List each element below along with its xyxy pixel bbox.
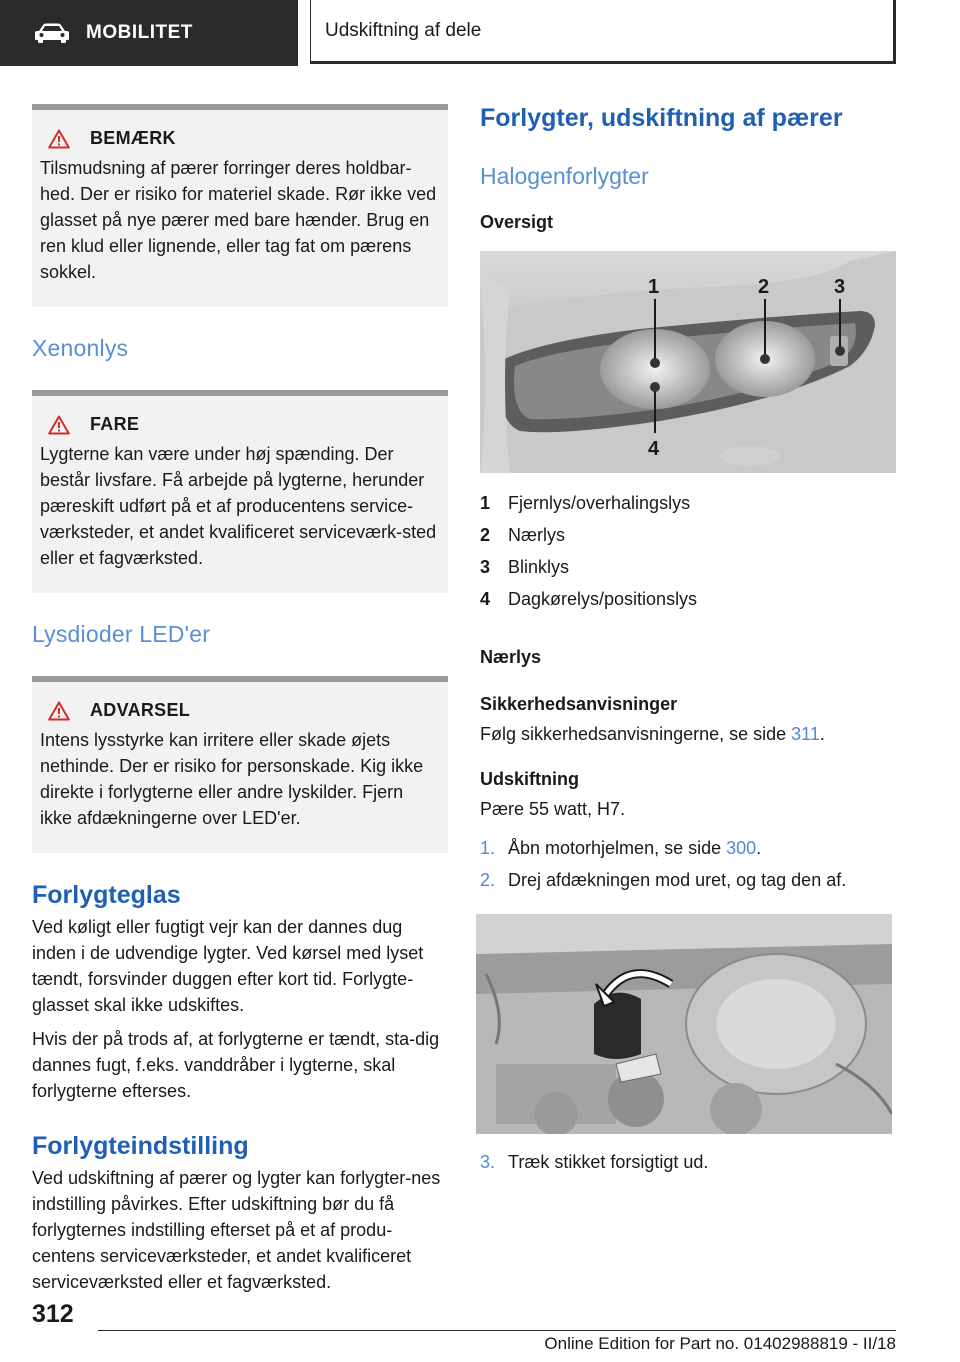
steps-list-continued bbox=[480, 1146, 896, 1178]
replace-paragraph: Pære 55 watt, H7. bbox=[480, 799, 626, 819]
section-label: MOBILITET bbox=[86, 22, 193, 43]
low-beam-heading: Nærlys bbox=[480, 647, 542, 667]
step-text-container: Åbn motorhjelmen, se side 300. bbox=[508, 838, 762, 858]
safety-heading: Sikkerhedsanvisninger bbox=[480, 694, 678, 714]
steps-list bbox=[480, 832, 896, 896]
led-heading: Lysdioder LED'er bbox=[32, 621, 211, 647]
halogen-heading: Halogenforlygter bbox=[480, 163, 649, 189]
safety-paragraph: Følg sikkerhedsanvisningerne, se side 311. bbox=[480, 724, 825, 744]
legend-label: Nærlys bbox=[508, 525, 565, 545]
callout-1: 1 bbox=[648, 276, 660, 298]
legend-number: 2 bbox=[480, 525, 491, 545]
engine-bay-drawing bbox=[476, 914, 892, 1134]
legend-list bbox=[480, 487, 896, 615]
page-header bbox=[0, 0, 960, 66]
step-text: Drej afdækningen mod uret, og tag den af. bbox=[508, 870, 847, 890]
legend-item bbox=[480, 583, 896, 615]
notice-box-warning bbox=[32, 676, 448, 853]
left-column bbox=[32, 104, 448, 1303]
glass-heading: Forlygteglas bbox=[32, 881, 181, 909]
legend-item bbox=[480, 519, 896, 551]
page-link-300[interactable]: 300 bbox=[726, 838, 757, 858]
chapter-tab bbox=[310, 0, 896, 64]
notice-text: Intens lysstyrke kan irritere eller skade øjets nethinde. Der er risiko for personskade. Kig ikke direkte i forlygterne eller andre lyskilder. Fjern ikke afdækningerne over LED'er. bbox=[40, 730, 424, 828]
adjust-heading: Forlygteindstilling bbox=[32, 1132, 249, 1160]
xenon-heading: Xenonlys bbox=[32, 335, 129, 361]
chapter-label: Udskiftning af dele bbox=[325, 19, 482, 41]
notice-box-note bbox=[32, 104, 448, 307]
warning-triangle-icon bbox=[48, 415, 70, 435]
legend-number: 4 bbox=[480, 589, 491, 609]
step-text: Træk stikket forsigtigt ud. bbox=[508, 1152, 709, 1172]
page-link-311[interactable]: 311 bbox=[791, 724, 820, 744]
notice-title: ADVARSEL bbox=[90, 700, 191, 720]
step-item bbox=[480, 1146, 896, 1178]
legend-number: 3 bbox=[480, 557, 491, 577]
legend-number: 1 bbox=[480, 493, 491, 513]
notice-text: Lygterne kan være under høj spænding. Der består livsfare. Få arbejde på lygterne, herunder pæreskift udført på et af producentens service-værksteder, et andet kvalificeret serviceværk-sted eller et fagværksted. bbox=[40, 444, 437, 568]
legend-label: Fjernlys/overhalingslys bbox=[508, 493, 691, 513]
notice-title: FARE bbox=[90, 414, 140, 434]
notice-text: Tilsmudsning af pærer forringer deres holdbar-hed. Der er risiko for materiel skade. Rør ikke ved glasset på nye pærer med bare hænder. Brug en ren klud eller lignende, eller tag fat om pærens sokkel. bbox=[40, 158, 437, 282]
step-text: Åbn motorhjelmen, se side bbox=[508, 838, 722, 858]
glass-paragraph-1: Ved køligt eller fugtigt vejr kan der dannes dug inden i de udvendige lygter. Ved kørsel med lyset tændt, forsvinder duggen efter kort tid. Forlygte-glasset skal ikke udskiftes. bbox=[32, 917, 424, 1015]
legend-label: Dagkørelys/positionslys bbox=[508, 589, 698, 609]
replace-heading: Udskiftning bbox=[480, 769, 579, 789]
overview-heading: Oversigt bbox=[480, 212, 554, 232]
edition-note: Online Edition for Part no. 01402988819 - II/18 bbox=[544, 1334, 896, 1353]
warning-triangle-icon bbox=[48, 129, 70, 149]
step-number: 3. bbox=[480, 1152, 496, 1172]
safety-text: Følg sikkerhedsanvisningerne, se side bbox=[480, 724, 787, 744]
car-icon bbox=[34, 22, 70, 44]
step-number: 1. bbox=[480, 838, 496, 858]
headlight-drawing bbox=[480, 251, 896, 473]
callout-3: 3 bbox=[834, 276, 846, 298]
right-column bbox=[480, 104, 896, 1178]
notice-title: BEMÆRK bbox=[90, 128, 176, 148]
legend-item bbox=[480, 551, 896, 583]
footer-divider bbox=[98, 1330, 896, 1331]
warning-triangle-icon bbox=[48, 701, 70, 721]
main-heading: Forlygter, udskiftning af pærer bbox=[480, 104, 843, 132]
step-number: 2. bbox=[480, 870, 496, 890]
legend-label: Blinklys bbox=[508, 557, 570, 577]
engine-bay-illustration bbox=[476, 914, 892, 1134]
legend-item bbox=[480, 487, 896, 519]
glass-paragraph-2: Hvis der på trods af, at forlygterne er tændt, sta-dig dannes fugt, f.eks. vanddråber i lygterne, skal forlygterne efterses. bbox=[32, 1029, 440, 1101]
adjust-paragraph: Ved udskiftning af pærer og lygter kan forlygter-nes indstilling påvirkes. Efter udskiftning bør du få forlygternes indstilling efterset på et af produ-centens serviceværksteder, et andet kvalificeret serviceværksted eller et fagværksted. bbox=[32, 1168, 441, 1292]
step-item bbox=[480, 832, 896, 864]
section-tab bbox=[0, 0, 298, 66]
step-item bbox=[480, 864, 896, 896]
page-number: 312 bbox=[32, 1300, 74, 1328]
headlight-illustration bbox=[480, 251, 896, 473]
notice-box-danger bbox=[32, 390, 448, 593]
callout-4: 4 bbox=[648, 438, 660, 460]
callout-2: 2 bbox=[758, 276, 770, 298]
